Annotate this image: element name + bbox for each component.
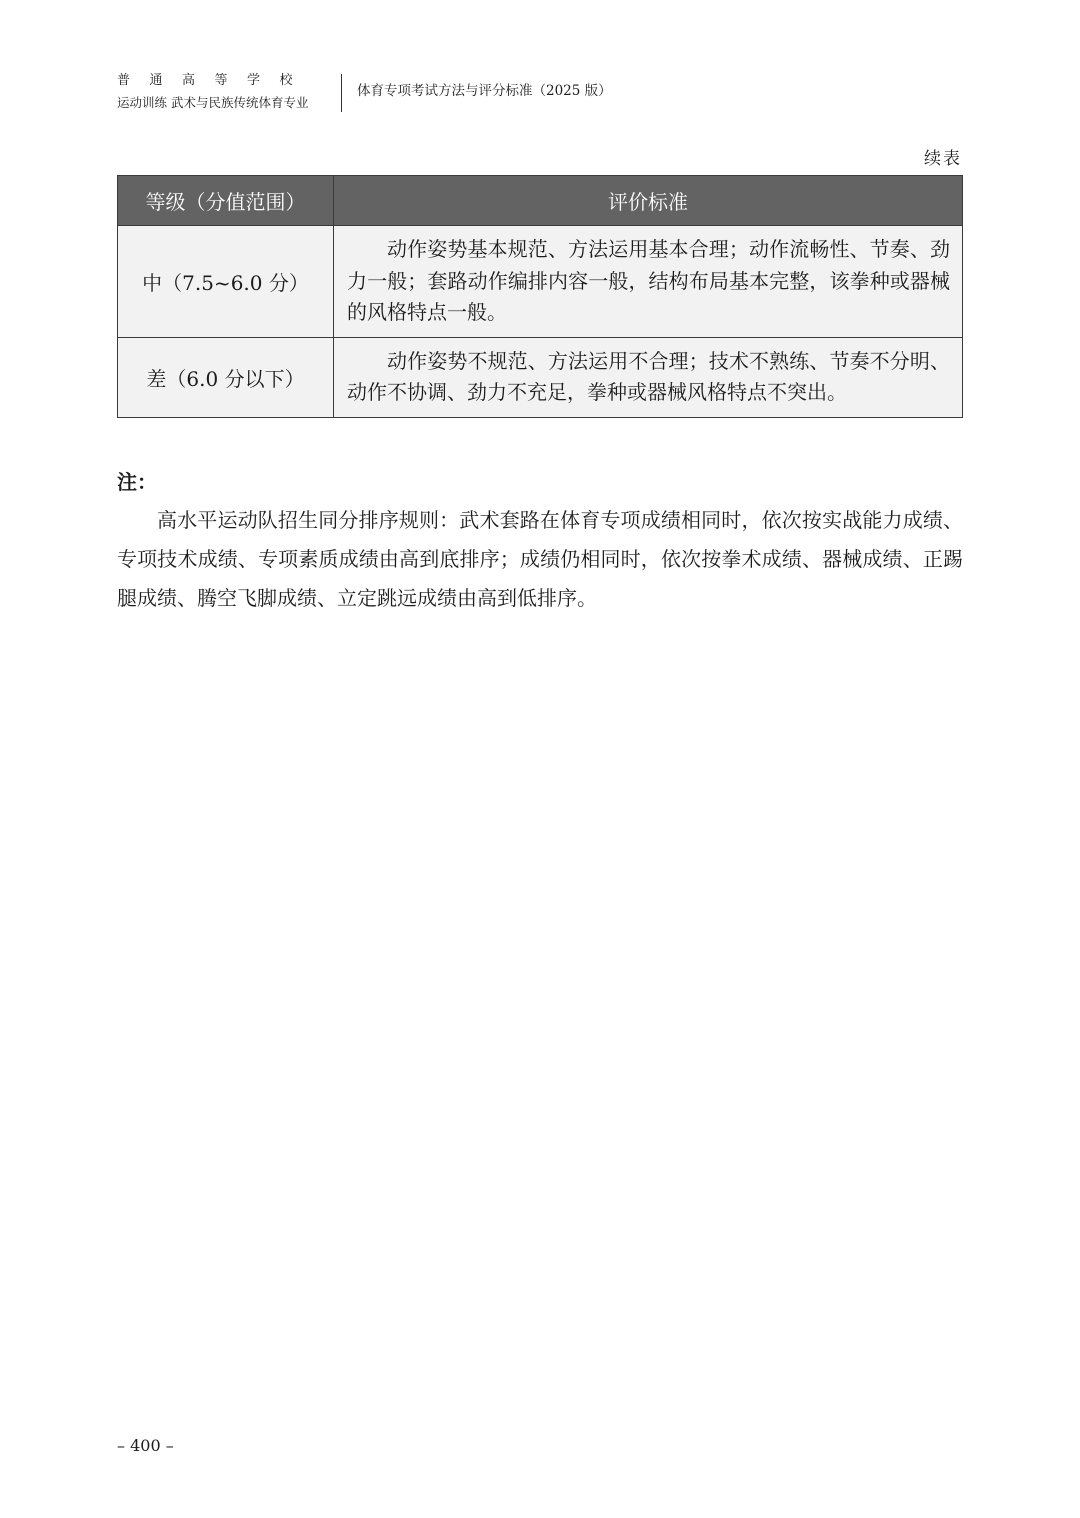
- note-title: 注：: [117, 470, 157, 494]
- header-school: 普通高等学校: [117, 73, 313, 88]
- column-header-grade: 等级（分值范围）: [118, 176, 334, 226]
- criteria-cell: 动作姿势不规范、方法运用不合理；技术不熟练、节奏不分明、动作不协调、劲力不充足，拳种或器械风格特点不突出。: [334, 337, 963, 417]
- table-row: [118, 226, 963, 338]
- grade-criteria-table: [117, 175, 963, 418]
- table-header-row: [118, 176, 963, 226]
- header-book-title: 体育专项考试方法与评分标准（2025 版）: [357, 83, 612, 99]
- note-body: 高水平运动队招生同分排序规则：武术套路在体育专项成绩相同时，依次按实战能力成绩、专项技术成绩、专项素质成绩由高到底排序；成绩仍相同时，依次按拳术成绩、器械成绩、正踢腿成绩、腾空飞脚成绩、立定跳远成绩由高到低排序。: [117, 508, 963, 610]
- header-divider: [341, 74, 342, 112]
- header-major: 运动训练 武术与民族传统体育专业: [117, 95, 309, 110]
- table-row: [118, 337, 963, 417]
- page-number: – 400 –: [117, 1436, 174, 1455]
- grade-cell: 中（7.5~6.0 分）: [118, 226, 334, 338]
- header-left-block: [117, 72, 329, 113]
- column-header-criteria: 评价标准: [334, 176, 963, 226]
- grade-cell: 差（6.0 分以下）: [118, 337, 334, 417]
- continued-table-label: 续表: [924, 149, 962, 169]
- running-header: [117, 72, 717, 116]
- criteria-cell: 动作姿势基本规范、方法运用基本合理；动作流畅性、节奏、劲力一般；套路动作编排内容一般，结构布局基本完整，该拳种或器械的风格特点一般。: [334, 226, 963, 338]
